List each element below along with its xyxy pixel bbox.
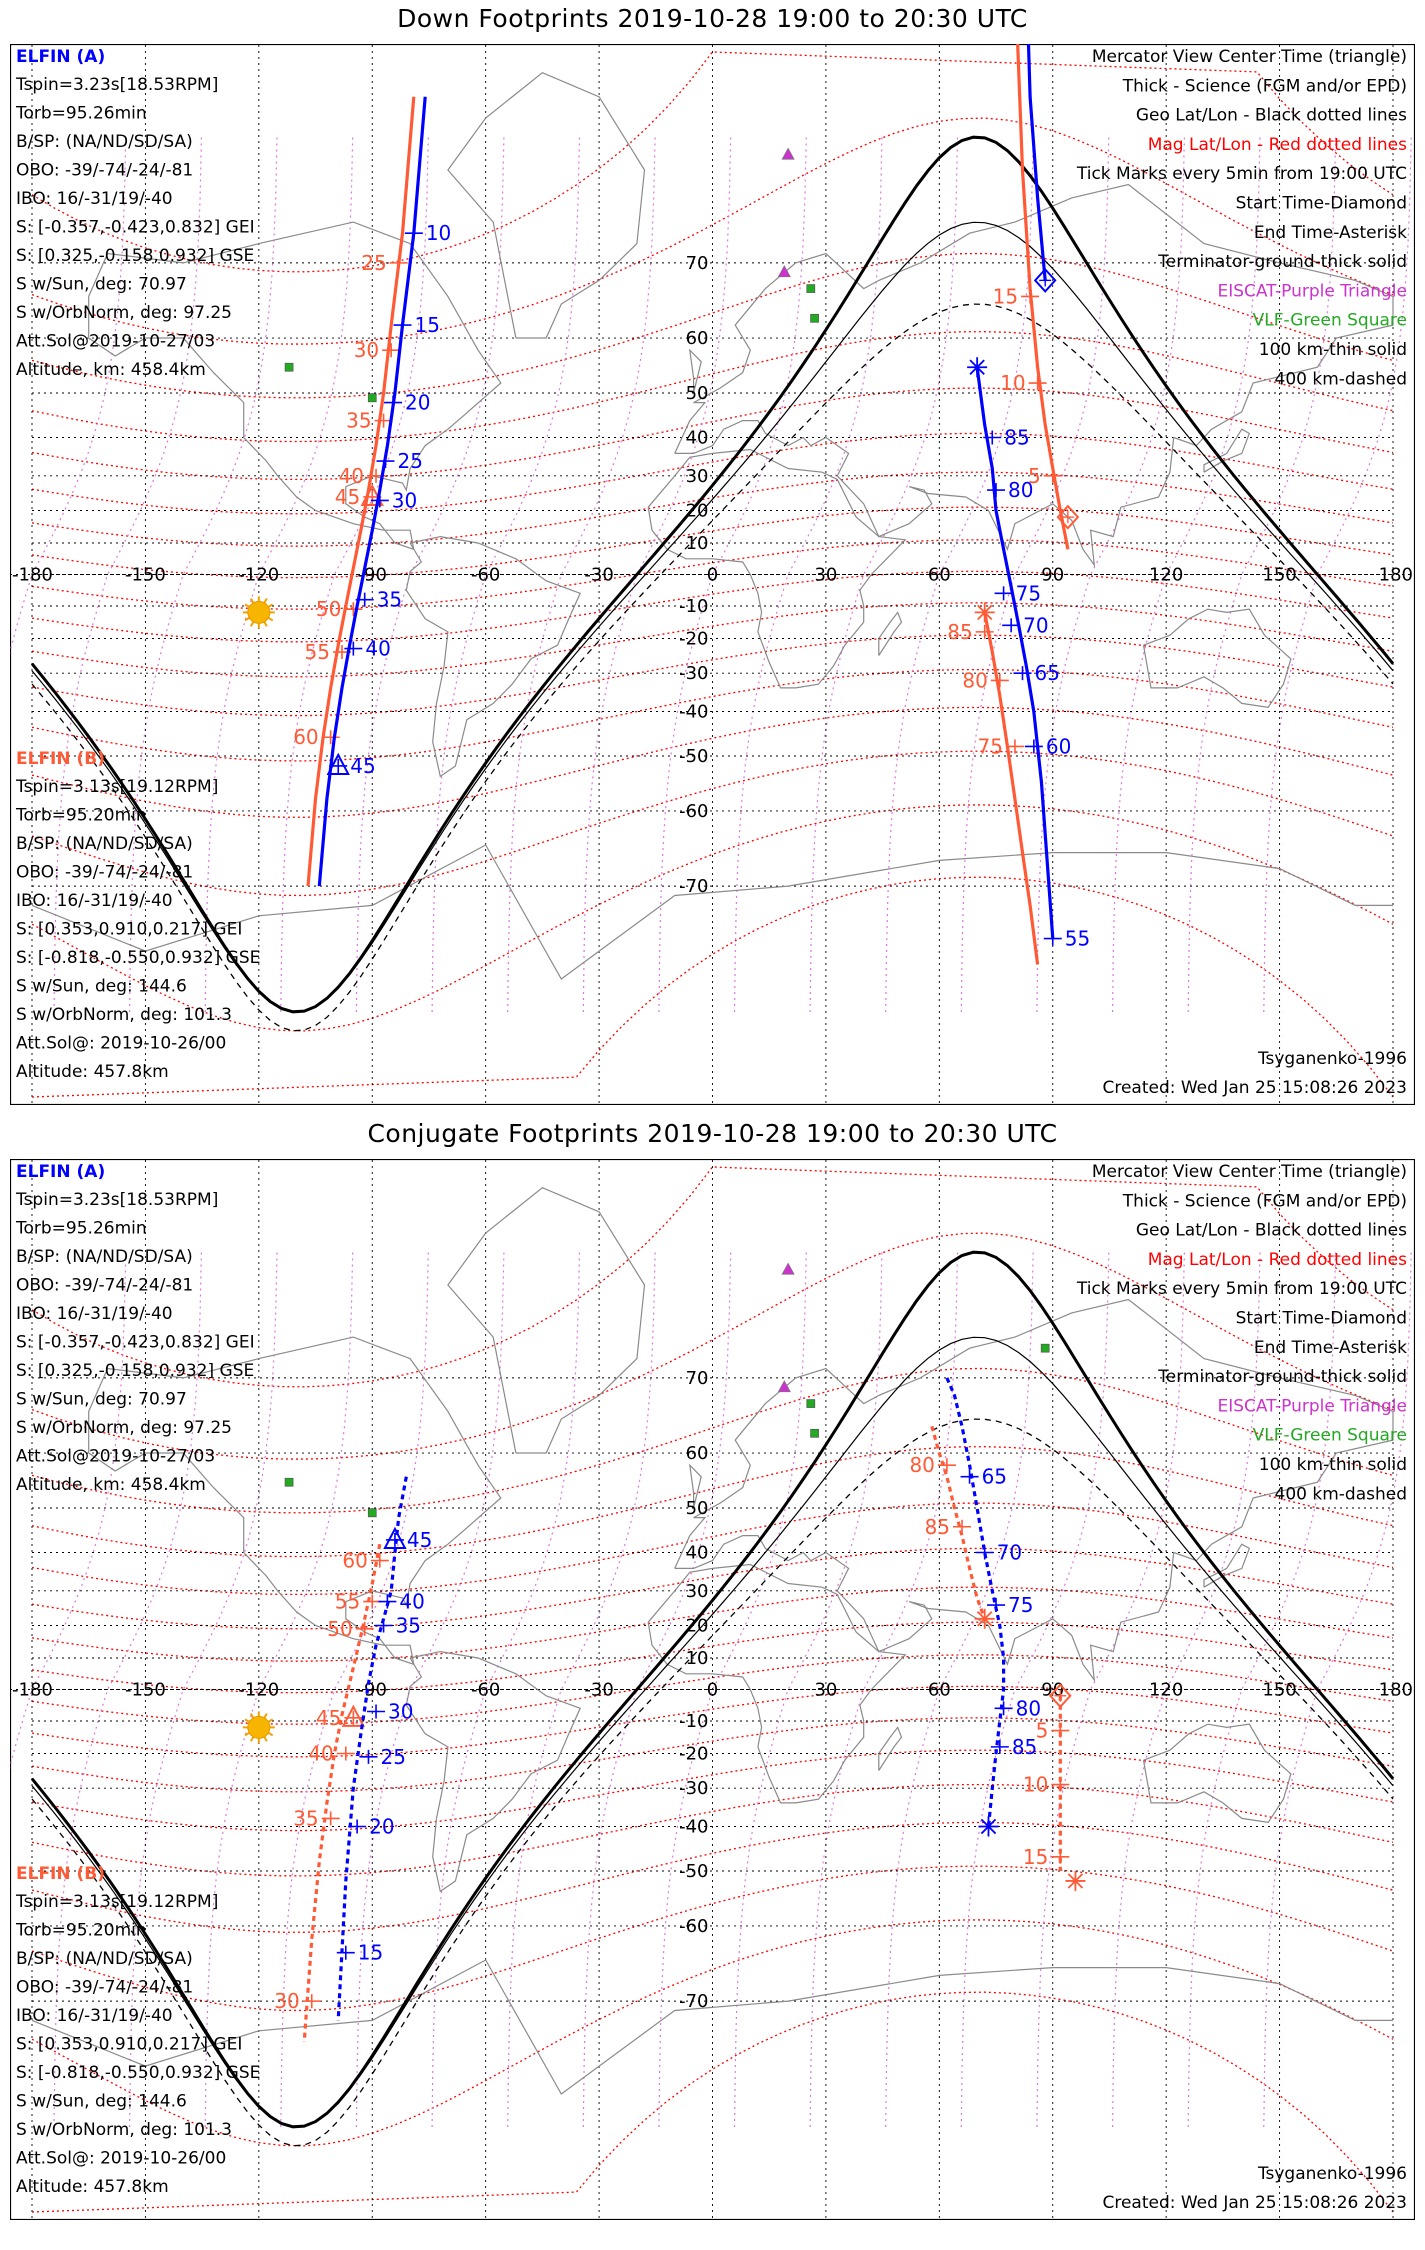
elfin-b-line: Torb=95.20min <box>16 1920 147 1941</box>
green-square-icon <box>1041 1344 1049 1352</box>
elfin-b-line: Att.Sol@: 2019-10-26/00 <box>16 2148 227 2169</box>
legend-entry: Start Time-Diamond <box>1235 1308 1407 1329</box>
elfin-a-line: B/SP: (NA/ND/SD/SA) <box>16 132 193 152</box>
track-tick-label: 40 <box>338 463 365 488</box>
lat-tick-label: 10 <box>685 1647 709 1669</box>
legend-entry: Tick Marks every 5min from 19:00 UTC <box>1076 1279 1407 1300</box>
elfin-b-line: Torb=95.20min <box>16 805 147 826</box>
lon-tick-label: -60 <box>470 564 501 586</box>
lon-tick-label: -90 <box>357 564 387 586</box>
down-footprints-title: Down Footprints 2019-10-28 19:00 to 20:30 UTC <box>397 4 1028 33</box>
legend-entry: 400 km-dashed <box>1274 1484 1407 1505</box>
elfin-b-line: IBO: 16/-31/19/-40 <box>16 891 173 911</box>
track-tick-label: 65 <box>1034 661 1060 686</box>
track-tick-label: 60 <box>342 1548 368 1573</box>
legend-entry: Geo Lat/Lon - Black dotted lines <box>1135 105 1407 126</box>
elfin-b-line: S w/OrbNorm, deg: 101.3 <box>16 1005 233 1025</box>
lon-tick-label: -180 <box>12 564 53 586</box>
track-tick-label: 45 <box>315 1705 342 1730</box>
elfin-a-line: Torb=95.26min <box>16 1218 147 1239</box>
track-tick-label: 45 <box>406 1527 433 1552</box>
lon-tick-label: -120 <box>238 564 280 586</box>
lon-tick-label: 150 <box>1262 1679 1297 1701</box>
down-footprints-map <box>10 44 1415 1105</box>
track-tick-label: 85 <box>947 619 973 644</box>
elfin-b-line: Tspin=3.13s[19.12RPM] <box>16 1892 219 1912</box>
elfin-b-line: Tspin=3.13s[19.12RPM] <box>16 777 219 797</box>
elfin-a-line: OBO: -39/-74/-24/-81 <box>16 1275 194 1296</box>
track-tick-label: 25 <box>361 250 387 275</box>
legend-entry: End Time-Asterisk <box>1253 222 1407 243</box>
track-tick-label: 85 <box>1004 425 1030 450</box>
lat-tick-label: 70 <box>685 1367 709 1389</box>
down-footprints-panel <box>10 0 1415 1105</box>
elfin-a-header: ELFIN (A) <box>16 1162 106 1182</box>
track-tick-label: 20 <box>405 390 431 415</box>
lon-tick-label: 60 <box>927 1679 951 1701</box>
elfin-b-line: S w/OrbNorm, deg: 101.3 <box>16 2120 233 2140</box>
elfin-b-line: S: [-0.818,-0.550,0.932] GSE <box>16 2063 261 2083</box>
elfin-a-line: S: [0.325,-0.158,0.932] GSE <box>16 246 255 266</box>
lat-tick-label: -10 <box>679 1711 709 1733</box>
lat-tick-label: 30 <box>685 465 709 487</box>
legend-entry: Thick - Science (FGM and/or EPD) <box>1122 1191 1407 1212</box>
elfin-b-line: IBO: 16/-31/19/-40 <box>16 2006 173 2026</box>
lat-tick-label: -50 <box>679 745 709 767</box>
track-tick-label: 80 <box>1015 1696 1042 1721</box>
lon-tick-label: 180 <box>1378 564 1413 586</box>
track-tick-label: 30 <box>388 1699 414 1724</box>
model-label: Tsyganenko-1996 <box>1257 2164 1407 2184</box>
asterisk-icon <box>975 1609 995 1629</box>
lon-tick-label: 90 <box>1041 1679 1065 1701</box>
track-tick-label: 30 <box>353 338 380 363</box>
lat-tick-label: -30 <box>679 1778 709 1800</box>
green-square-icon <box>811 1429 819 1437</box>
conjugate-footprints-map <box>10 1159 1415 2220</box>
green-square-icon <box>368 394 376 402</box>
legend-entry: Terminator-ground-thick solid <box>1158 1367 1407 1388</box>
track-tick-label: 60 <box>1045 734 1072 759</box>
track-tick-label: 75 <box>1008 1593 1034 1618</box>
elfin-b-line: Altitude: 457.8km <box>16 2177 169 2197</box>
track-tick-label: 35 <box>376 587 403 612</box>
lat-tick-label: 60 <box>685 1443 709 1465</box>
lat-tick-label: -30 <box>679 663 709 685</box>
track-tick-label: 15 <box>414 313 440 338</box>
asterisk-icon <box>967 357 987 377</box>
elfin-a-line: S w/OrbNorm, deg: 97.25 <box>16 1418 233 1438</box>
lon-tick-label: 0 <box>706 1679 719 1701</box>
asterisk-icon <box>978 1816 998 1836</box>
lon-tick-label: -90 <box>357 1679 387 1701</box>
track-tick-label: 25 <box>380 1744 406 1769</box>
lon-tick-label: 30 <box>814 564 838 586</box>
legend-entry: End Time-Asterisk <box>1253 1337 1407 1358</box>
lat-tick-label: -20 <box>679 1743 709 1765</box>
legend-entry: Mercator View Center Time (triangle) <box>1091 1162 1407 1182</box>
elfin-a-line: Altitude, km: 458.4km <box>16 360 206 380</box>
created-timestamp: Created: Wed Jan 25 15:08:26 2023 <box>1102 2193 1407 2213</box>
lon-tick-label: -150 <box>124 564 166 586</box>
green-square-icon <box>807 1400 815 1408</box>
lat-tick-label: 50 <box>685 1498 709 1520</box>
lon-tick-label: -60 <box>470 1679 501 1701</box>
track-tick-label: 30 <box>274 1989 300 2014</box>
track-tick-label: 50 <box>315 597 342 622</box>
track-tick-label: 25 <box>397 449 423 474</box>
green-square-icon <box>285 363 293 371</box>
track-tick-label: 40 <box>308 1741 334 1766</box>
track-tick-label: 80 <box>909 1453 935 1478</box>
legend-entry: Mag Lat/Lon - Red dotted lines <box>1147 1249 1407 1270</box>
legend-entry: EISCAT-Purple Triangle <box>1217 281 1407 302</box>
legend-entry: EISCAT-Purple Triangle <box>1217 1396 1407 1417</box>
lat-tick-label: -60 <box>679 800 709 822</box>
track-tick-label: 80 <box>1008 478 1034 503</box>
elfin-a-header: ELFIN (A) <box>16 47 106 67</box>
elfin-a-line: Att.Sol@2019-10-27/03 <box>16 331 216 352</box>
elfin-a-line: Torb=95.26min <box>16 103 147 124</box>
elfin-a-line: S: [-0.357,-0.423,0.832] GEI <box>16 217 255 238</box>
asterisk-icon <box>1065 1871 1085 1891</box>
legend-entry: VLF-Green Square <box>1252 1425 1407 1446</box>
elfin-a-line: S w/Sun, deg: 70.97 <box>16 274 187 295</box>
elfin-a-line: IBO: 16/-31/19/-40 <box>16 1304 173 1324</box>
legend-entry: Mercator View Center Time (triangle) <box>1091 47 1407 67</box>
track-tick-label: 50 <box>327 1616 353 1641</box>
track-tick-label: 60 <box>293 725 319 750</box>
lat-tick-label: 60 <box>685 328 709 350</box>
track-tick-label: 35 <box>346 408 372 433</box>
elfin-a-line: Tspin=3.23s[18.53RPM] <box>16 1190 219 1210</box>
legend-entry: VLF-Green Square <box>1252 310 1407 331</box>
elfin-b-line: OBO: -39/-74/-24/-81 <box>16 862 194 883</box>
lon-tick-label: 30 <box>814 1679 838 1701</box>
track-tick-label: 10 <box>1022 1772 1049 1797</box>
lon-tick-label: 0 <box>706 564 719 586</box>
track-tick-label: 85 <box>1011 1734 1038 1759</box>
elfin-b-line: B/SP: (NA/ND/SD/SA) <box>16 1949 193 1969</box>
lat-tick-label: 40 <box>685 1542 709 1564</box>
elfin-a-line: OBO: -39/-74/-24/-81 <box>16 160 194 181</box>
lat-tick-label: -70 <box>679 876 709 898</box>
track-tick-label: 80 <box>962 668 988 693</box>
conjugate-footprints-panel <box>10 1115 1415 2220</box>
elfin-a-line: Altitude, km: 458.4km <box>16 1475 206 1495</box>
lat-tick-label: -10 <box>679 596 709 618</box>
lat-tick-label: 10 <box>685 532 709 554</box>
legend-entry: 400 km-dashed <box>1274 369 1407 390</box>
conjugate-footprints-title: Conjugate Footprints 2019-10-28 19:00 to 20:30 UTC <box>367 1119 1058 1148</box>
lon-tick-label: -180 <box>12 1679 53 1701</box>
track-tick-label: 15 <box>992 284 1019 309</box>
track-tick-label: 10 <box>1000 371 1026 396</box>
track-tick-label: 5 <box>1028 463 1041 488</box>
elfin-b-line: S: [-0.818,-0.550,0.932] GSE <box>16 948 261 968</box>
lon-tick-label: -120 <box>238 1679 280 1701</box>
track-tick-label: 20 <box>369 1814 395 1839</box>
elfin-b-line: S w/Sun, deg: 144.6 <box>16 976 187 997</box>
green-square-icon <box>368 1509 376 1517</box>
lat-tick-label: 20 <box>685 1615 709 1637</box>
elfin-a-line: B/SP: (NA/ND/SD/SA) <box>16 1247 193 1267</box>
green-square-icon <box>807 285 815 293</box>
elfin-a-line: Tspin=3.23s[18.53RPM] <box>16 75 219 95</box>
elfin-b-line: Altitude: 457.8km <box>16 1062 169 1082</box>
track-tick-label: 55 <box>1064 926 1091 951</box>
elfin-b-line: B/SP: (NA/ND/SD/SA) <box>16 834 193 854</box>
lat-tick-label: 70 <box>685 252 709 274</box>
track-tick-label: 30 <box>391 488 418 513</box>
elfin-b-line: S w/Sun, deg: 144.6 <box>16 2091 187 2112</box>
lon-tick-label: 180 <box>1378 1679 1413 1701</box>
track-tick-label: 70 <box>996 1540 1023 1565</box>
elfin-b-line: S: [0.353,0.910,0.217] GEI <box>16 2034 243 2055</box>
lon-tick-label: 60 <box>927 564 951 586</box>
model-label: Tsyganenko-1996 <box>1257 1049 1407 1069</box>
lat-tick-label: 50 <box>685 383 709 405</box>
elfin-b-line: Att.Sol@: 2019-10-26/00 <box>16 1033 227 1054</box>
lon-tick-label: 120 <box>1148 564 1184 586</box>
legend-entry: 100 km-thin solid <box>1258 1455 1407 1475</box>
elfin-b-line: S: [0.353,0.910,0.217] GEI <box>16 919 243 940</box>
elfin-a-line: Att.Sol@2019-10-27/03 <box>16 1446 216 1467</box>
track-tick-label: 65 <box>981 1464 1008 1489</box>
lon-tick-label: -30 <box>584 564 614 586</box>
legend-entry: Mag Lat/Lon - Red dotted lines <box>1147 134 1407 155</box>
track-tick-label: 45 <box>334 484 361 509</box>
track-tick-label: 45 <box>350 753 376 778</box>
lat-tick-label: -40 <box>679 1816 709 1838</box>
elfin-a-line: S w/OrbNorm, deg: 97.25 <box>16 303 233 323</box>
sun-disc <box>248 1716 270 1738</box>
track-tick-label: 35 <box>395 1613 422 1638</box>
lat-tick-label: 30 <box>685 1580 709 1602</box>
green-square-icon <box>285 1478 293 1486</box>
sun-disc <box>248 601 270 623</box>
lon-tick-label: 90 <box>1041 564 1065 586</box>
track-tick-label: 5 <box>1035 1718 1049 1743</box>
lon-tick-label: 150 <box>1262 564 1297 586</box>
track-tick-label: 40 <box>399 1589 425 1614</box>
track-tick-label: 35 <box>293 1806 319 1831</box>
legend-entry: Start Time-Diamond <box>1235 193 1407 214</box>
track-tick-label: 55 <box>334 1589 361 1614</box>
track-tick-label: 70 <box>1023 613 1049 638</box>
lat-tick-label: -20 <box>679 628 709 650</box>
elfin-a-line: S w/Sun, deg: 70.97 <box>16 1389 187 1410</box>
legend-entry: Tick Marks every 5min from 19:00 UTC <box>1076 164 1407 185</box>
legend-entry: 100 km-thin solid <box>1258 340 1407 360</box>
elfin-b-line: OBO: -39/-74/-24/-81 <box>16 1977 194 1998</box>
track-tick-label: 10 <box>425 221 452 246</box>
lat-tick-label: -40 <box>679 701 709 723</box>
elfin-a-line: S: [-0.357,-0.423,0.832] GEI <box>16 1332 255 1353</box>
elfin-b-header: ELFIN (B) <box>16 749 106 769</box>
elfin-a-line: S: [0.325,-0.158,0.932] GSE <box>16 1361 255 1381</box>
track-tick-label: 15 <box>357 1940 384 1965</box>
lat-tick-label: 40 <box>685 427 709 449</box>
created-timestamp: Created: Wed Jan 25 15:08:26 2023 <box>1102 1078 1407 1098</box>
legend-entry: Thick - Science (FGM and/or EPD) <box>1122 76 1407 97</box>
lat-tick-label: -70 <box>679 1991 709 2013</box>
elfin-b-header: ELFIN (B) <box>16 1864 106 1884</box>
lon-tick-label: 120 <box>1148 1679 1184 1701</box>
green-square-icon <box>811 314 819 322</box>
track-tick-label: 15 <box>1022 1844 1049 1869</box>
track-tick-label: 55 <box>304 640 331 665</box>
track-tick-label: 85 <box>924 1514 951 1539</box>
track-tick-label: 75 <box>1015 581 1042 606</box>
lat-tick-label: -60 <box>679 1915 709 1937</box>
lon-tick-label: -150 <box>124 1679 166 1701</box>
lat-tick-label: -50 <box>679 1860 709 1882</box>
lat-tick-label: 20 <box>685 500 709 522</box>
track-tick-label: 40 <box>365 636 391 661</box>
track-tick-label: 75 <box>977 734 1003 759</box>
lon-tick-label: -30 <box>584 1679 614 1701</box>
elfin-a-line: IBO: 16/-31/19/-40 <box>16 189 173 209</box>
legend-entry: Terminator-ground-thick solid <box>1158 252 1407 273</box>
legend-entry: Geo Lat/Lon - Black dotted lines <box>1135 1220 1407 1241</box>
